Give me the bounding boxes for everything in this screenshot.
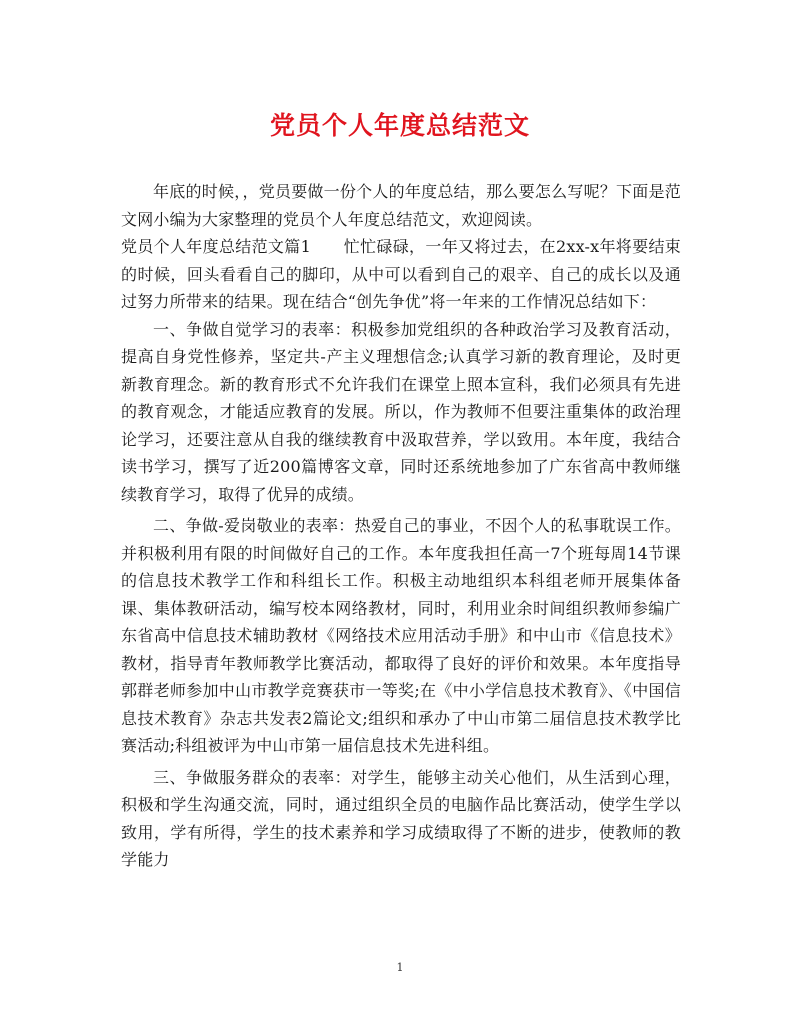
paragraph-point-one: 一、争做自觉学习的表率：积极参加党组织的各种政治学习及教育活动，提高自身党性修养，坚定共-产主义理想信念;认真学习新的教育理论，及时更新教育理念。新的教育形式不允许我们在课堂上照本宣科，我们必须具有先进的教育观念，才能适应教育的发展。所以，作为教师不但要注重集体的政治理论学习，还要注意从自我的继续教育中汲取营养，学以致用。本年度，我结合读书学习，撰写了近200篇博客文章，同时还系统地参加了广东省高中教师继续教育学习，取得了优异的成绩。 (121, 319, 681, 504)
paragraph-point-three: 三、争做服务群众的表率：对学生，能够主动关心他们，从生活到心理，积极和学生沟通交流，同时，通过组织全员的电脑作品比赛活动，使学生学以致用，学有所得，学生的技术素养和学习成绩取得了不断的进步，使教师的教学能力 (121, 767, 681, 869)
document-title: 党员个人年度总结范文 (269, 111, 530, 140)
paragraph-point-two: 二、争做-爱岗敬业的表率：热爱自己的事业，不因个人的私事耽误工作。并积极利用有限的时间做好自己的工作。本年度我担任高一7个班每周14节课的信息技术教学工作和科组长工作。积极主动地组织本科组老师开展集体备课、集体教研活动，编写校本网络教材，同时，利用业余时间组织教师参编广东省高中信息技术辅助教材《网络技术应用活动手册》和中山市《信息技术》教材，指导青年教师教学比赛活动，都取得了良好的评价和效果。本年度指导郭群老师参加中山市教学竞赛获市一等奖;在《中小学信息技术教育》、《中国信息技术教育》杂志共发表2篇论文;组织和承办了中山市第二届信息技术教学比赛活动;科组被评为中山市第一届信息技术先进科组。 (121, 516, 681, 755)
document-body (121, 178, 681, 874)
paragraph-section-heading: 党员个人年度总结范文篇1 忙忙碌碌，一年又将过去，在2xx-x年将要结束的时候，回头看看自己的脚印，从中可以看到自己的艰辛、自己的成长以及通过努力所带来的结果。现在结合“创先争优”将一年来的工作情况总结如下： (121, 237, 681, 311)
paragraph-intro: 年底的时候，，党员要做一份个人的年度总结，那么要怎么写呢？下面是范文网小编为大家整理的党员个人年度总结范文，欢迎阅读。 (121, 182, 681, 229)
page-number: 1 (396, 961, 404, 974)
